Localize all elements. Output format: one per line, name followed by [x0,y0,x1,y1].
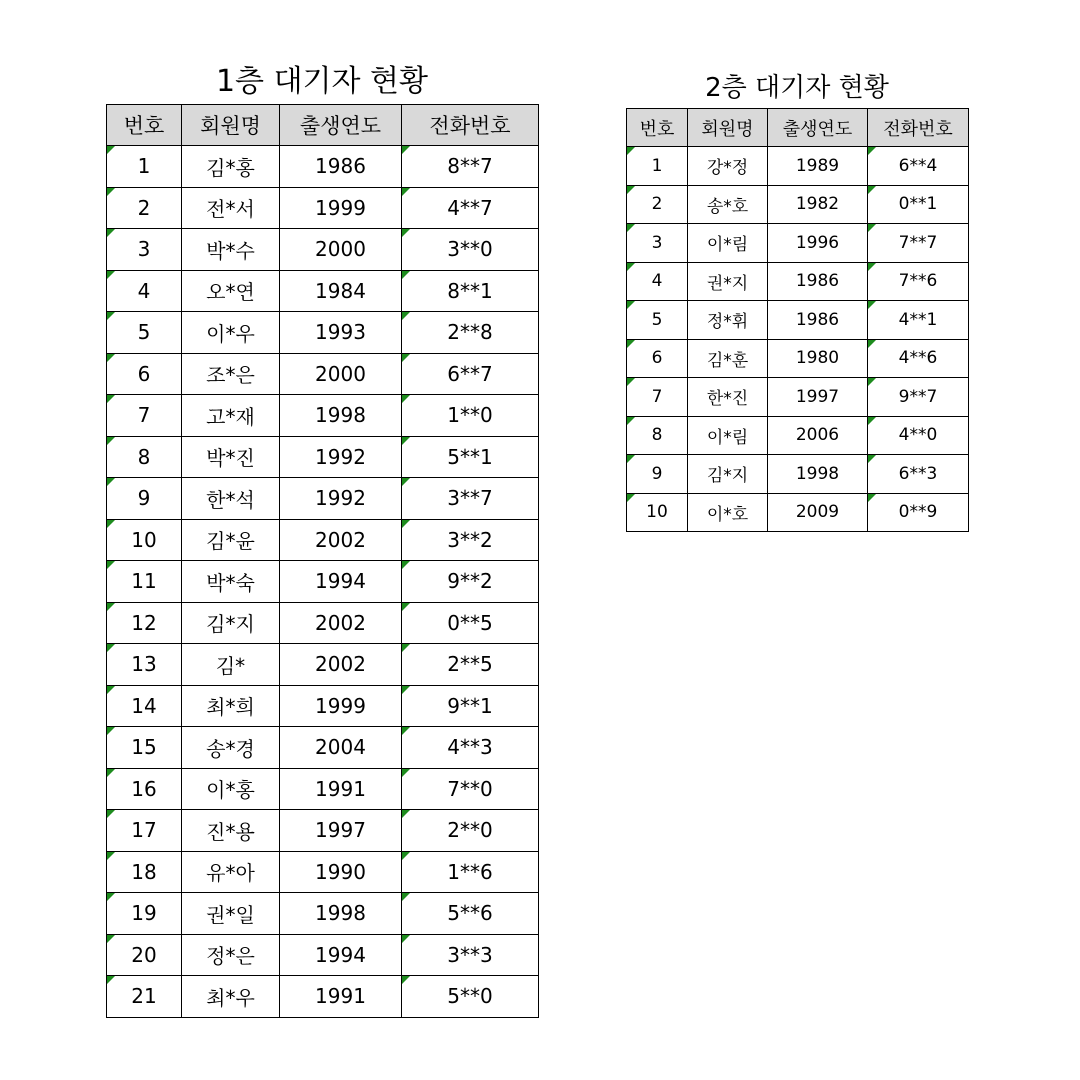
cell-phone[interactable]: 5**1 [402,436,539,478]
table-row [107,851,539,893]
cell-birth-year[interactable]: 1998 [768,455,868,494]
cell-member-name[interactable]: 김*훈 [688,339,768,378]
cell-phone[interactable]: 1**0 [402,395,539,437]
cell-phone[interactable]: 7**7 [868,224,969,263]
table-row [107,810,539,852]
cell-member-name[interactable]: 김*지 [182,602,280,644]
floor2-waitlist [626,68,968,532]
cell-birth-year[interactable]: 2000 [280,229,402,271]
cell-birth-year[interactable]: 1997 [280,810,402,852]
table-row [627,378,969,417]
cell-number[interactable]: 8 [107,436,182,478]
table-row [107,602,539,644]
table-row [107,478,539,520]
cell-number[interactable]: 16 [107,768,182,810]
cell-number[interactable]: 7 [627,378,688,417]
cell-number[interactable]: 11 [107,561,182,603]
cell-birth-year[interactable]: 2006 [768,416,868,455]
cell-number[interactable]: 5 [627,301,688,340]
table-row [107,644,539,686]
cell-birth-year[interactable]: 1992 [280,478,402,520]
cell-number[interactable]: 20 [107,934,182,976]
table-row [107,561,539,603]
cell-number[interactable]: 15 [107,727,182,769]
cell-member-name[interactable]: 박*숙 [182,561,280,603]
header-member-name[interactable]: 회원명 [688,109,768,147]
table-row [107,893,539,935]
cell-phone[interactable]: 2**0 [402,810,539,852]
cell-birth-year[interactable]: 2009 [768,493,868,532]
cell-birth-year[interactable]: 1980 [768,339,868,378]
cell-birth-year[interactable]: 1989 [768,147,868,186]
header-member-name[interactable]: 회원명 [182,105,280,146]
table-row [627,147,969,186]
cell-member-name[interactable]: 진*용 [182,810,280,852]
cell-member-name[interactable]: 이*림 [688,224,768,263]
cell-phone[interactable]: 6**3 [868,455,969,494]
table-row [107,685,539,727]
table-row [627,493,969,532]
cell-number[interactable]: 14 [107,685,182,727]
floor1-waitlist [106,60,538,1018]
header-birth-year[interactable]: 출생연도 [768,109,868,147]
cell-birth-year[interactable]: 1991 [280,768,402,810]
table-row [627,185,969,224]
cell-birth-year[interactable]: 1993 [280,312,402,354]
cell-phone[interactable]: 4**3 [402,727,539,769]
cell-birth-year[interactable]: 2000 [280,353,402,395]
cell-birth-year[interactable]: 1999 [280,187,402,229]
cell-member-name[interactable]: 김*홍 [182,146,280,188]
cell-phone[interactable]: 9**7 [868,378,969,417]
cell-birth-year[interactable]: 1990 [280,851,402,893]
cell-number[interactable]: 13 [107,644,182,686]
cell-birth-year[interactable]: 1994 [280,934,402,976]
cell-birth-year[interactable]: 2002 [280,644,402,686]
cell-birth-year[interactable]: 2004 [280,727,402,769]
cell-birth-year[interactable]: 1991 [280,976,402,1018]
table-row [627,301,969,340]
table-row [627,455,969,494]
cell-phone[interactable]: 2**8 [402,312,539,354]
cell-birth-year[interactable]: 1994 [280,561,402,603]
header-number[interactable]: 번호 [627,109,688,147]
cell-number[interactable]: 4 [627,262,688,301]
cell-phone[interactable]: 6**7 [402,353,539,395]
cell-phone[interactable]: 3**7 [402,478,539,520]
table-row [107,519,539,561]
cell-number[interactable]: 2 [107,187,182,229]
cell-number[interactable]: 6 [107,353,182,395]
cell-number[interactable]: 18 [107,851,182,893]
cell-member-name[interactable]: 전*서 [182,187,280,229]
cell-member-name[interactable]: 권*지 [688,262,768,301]
header-row [627,109,969,147]
cell-birth-year[interactable]: 1984 [280,270,402,312]
cell-number[interactable]: 17 [107,810,182,852]
cell-member-name[interactable]: 오*연 [182,270,280,312]
cell-phone[interactable]: 5**6 [402,893,539,935]
cell-number[interactable]: 7 [107,395,182,437]
cell-number[interactable]: 8 [627,416,688,455]
cell-number[interactable]: 21 [107,976,182,1018]
cell-birth-year[interactable]: 1992 [280,436,402,478]
cell-number[interactable]: 10 [627,493,688,532]
cell-member-name[interactable]: 강*정 [688,147,768,186]
cell-member-name[interactable]: 박*진 [182,436,280,478]
cell-phone[interactable]: 1**6 [402,851,539,893]
cell-member-name[interactable]: 이*림 [688,416,768,455]
cell-member-name[interactable]: 김*윤 [182,519,280,561]
table-row [107,187,539,229]
cell-birth-year[interactable]: 2002 [280,602,402,644]
cell-number[interactable]: 10 [107,519,182,561]
header-birth-year[interactable]: 출생연도 [280,105,402,146]
table-row [107,436,539,478]
table-row [107,312,539,354]
cell-birth-year[interactable]: 2002 [280,519,402,561]
cell-birth-year[interactable]: 1998 [280,893,402,935]
floor1-table [106,104,539,1018]
cell-member-name[interactable]: 정*휘 [688,301,768,340]
cell-birth-year[interactable]: 1998 [280,395,402,437]
cell-phone[interactable]: 3**2 [402,519,539,561]
table-row [107,727,539,769]
cell-member-name[interactable]: 최*우 [182,976,280,1018]
cell-member-name[interactable]: 한*석 [182,478,280,520]
table-row [627,262,969,301]
cell-birth-year[interactable]: 1986 [768,301,868,340]
cell-phone[interactable]: 7**0 [402,768,539,810]
cell-member-name[interactable]: 송*호 [688,185,768,224]
cell-phone[interactable]: 0**5 [402,602,539,644]
cell-number[interactable]: 12 [107,602,182,644]
header-number[interactable]: 번호 [107,105,182,146]
table-row [107,395,539,437]
table-row [107,976,539,1018]
cell-member-name[interactable]: 이*홍 [182,768,280,810]
cell-phone[interactable]: 9**2 [402,561,539,603]
cell-member-name[interactable]: 이*호 [688,493,768,532]
cell-member-name[interactable]: 고*재 [182,395,280,437]
cell-phone[interactable]: 6**4 [868,147,969,186]
cell-phone[interactable]: 4**7 [402,187,539,229]
header-phone[interactable]: 전화번호 [402,105,539,146]
cell-member-name[interactable]: 권*일 [182,893,280,935]
table-row [107,768,539,810]
table-row [107,270,539,312]
cell-member-name[interactable]: 조*은 [182,353,280,395]
cell-birth-year[interactable]: 1986 [768,262,868,301]
cell-number[interactable]: 1 [107,146,182,188]
cell-number[interactable]: 3 [627,224,688,263]
table-row [627,339,969,378]
header-row [107,105,539,146]
table-row [107,353,539,395]
cell-phone[interactable]: 4**6 [868,339,969,378]
cell-number[interactable]: 2 [627,185,688,224]
cell-member-name[interactable]: 이*우 [182,312,280,354]
cell-phone[interactable]: 4**0 [868,416,969,455]
cell-member-name[interactable]: 김* [182,644,280,686]
cell-phone[interactable]: 2**5 [402,644,539,686]
cell-member-name[interactable]: 한*진 [688,378,768,417]
cell-number[interactable]: 6 [627,339,688,378]
floor2-title: 2층 대기자 현황 [705,73,889,103]
cell-member-name[interactable]: 김*지 [688,455,768,494]
cell-phone[interactable]: 3**0 [402,229,539,271]
cell-number[interactable]: 1 [627,147,688,186]
cell-number[interactable]: 3 [107,229,182,271]
floor2-table [626,108,969,532]
cell-number[interactable]: 9 [107,478,182,520]
cell-birth-year[interactable]: 1999 [280,685,402,727]
cell-phone[interactable]: 8**7 [402,146,539,188]
cell-number[interactable]: 4 [107,270,182,312]
cell-member-name[interactable]: 정*은 [182,934,280,976]
cell-member-name[interactable]: 최*희 [182,685,280,727]
cell-member-name[interactable]: 박*수 [182,229,280,271]
floor1-title: 1층 대기자 현황 [215,64,429,99]
table-row [627,416,969,455]
cell-birth-year[interactable]: 1982 [768,185,868,224]
cell-birth-year[interactable]: 1997 [768,378,868,417]
cell-member-name[interactable]: 송*경 [182,727,280,769]
cell-birth-year[interactable]: 1996 [768,224,868,263]
table-row [107,934,539,976]
cell-number[interactable]: 19 [107,893,182,935]
cell-phone[interactable]: 0**9 [868,493,969,532]
cell-phone[interactable]: 3**3 [402,934,539,976]
cell-phone[interactable]: 7**6 [868,262,969,301]
cell-number[interactable]: 5 [107,312,182,354]
cell-phone[interactable]: 9**1 [402,685,539,727]
header-phone[interactable]: 전화번호 [868,109,969,147]
cell-phone[interactable]: 4**1 [868,301,969,340]
cell-number[interactable]: 9 [627,455,688,494]
cell-phone[interactable]: 0**1 [868,185,969,224]
table-row [627,224,969,263]
cell-member-name[interactable]: 유*아 [182,851,280,893]
table-row [107,229,539,271]
cell-phone[interactable]: 8**1 [402,270,539,312]
cell-birth-year[interactable]: 1986 [280,146,402,188]
table-row [107,146,539,188]
cell-phone[interactable]: 5**0 [402,976,539,1018]
